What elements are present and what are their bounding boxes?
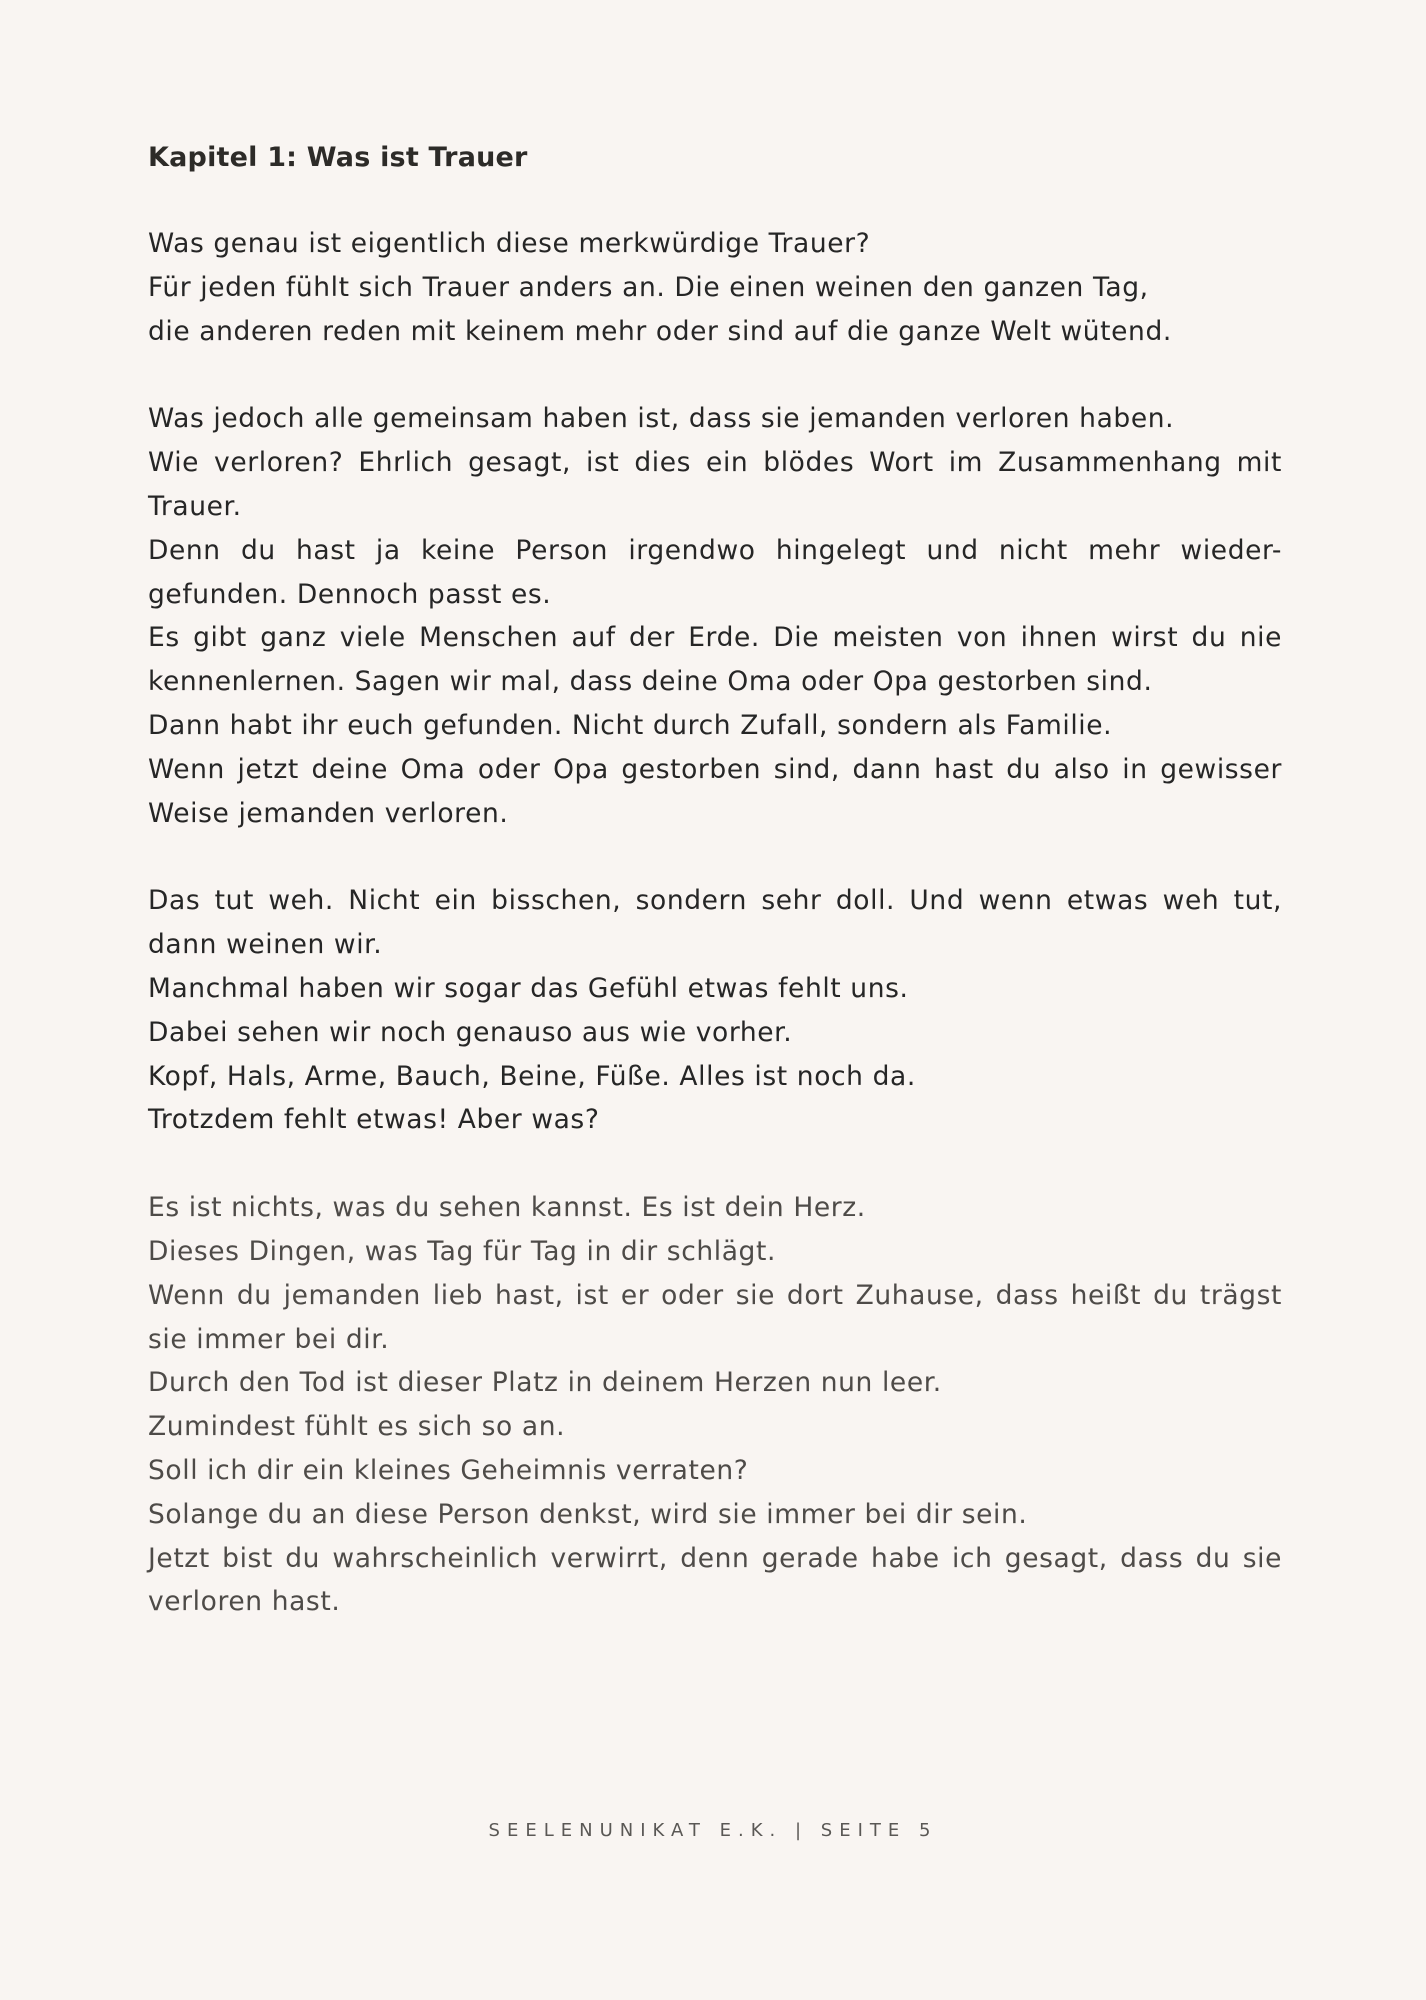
text-line: dann weinen wir. bbox=[148, 929, 383, 961]
text-line: Trotzdem fehlt etwas! Aber was? bbox=[148, 1104, 600, 1136]
text-line: Denn du hast ja keine Person irgendwo hingelegt und nicht mehr wieder- bbox=[148, 534, 1282, 566]
chapter-title: Kapitel 1: Was ist Trauer bbox=[148, 142, 528, 173]
page-footer: SEELENUNIKAT E.K. | SEITE 5 bbox=[488, 1820, 938, 1841]
text-line: Trauer. bbox=[148, 490, 242, 522]
text-line: Was genau ist eigentlich diese merkwürdige Trauer? bbox=[148, 228, 871, 259]
text-line: sie immer bei dir. bbox=[148, 1323, 390, 1355]
text-line: Das tut weh. Nicht ein bisschen, sondern sehr doll. Und wenn etwas weh tut, bbox=[148, 885, 1282, 917]
text-line: verloren hast. bbox=[148, 1586, 341, 1618]
document-page bbox=[148, 138, 1282, 1668]
paragraph bbox=[148, 1186, 1282, 1624]
text-line: Es ist nichts, was du sehen kannst. Es ist dein Herz. bbox=[148, 1192, 866, 1224]
text-line: Wie verloren? Ehrlich gesagt, ist dies ein blödes Wort im Zusammenhang mit bbox=[148, 447, 1282, 479]
text-line: Manchmal haben wir sogar das Gefühl etwas fehlt uns. bbox=[148, 972, 909, 1004]
text-line: Solange du an diese Person denkst, wird sie immer bei dir sein. bbox=[148, 1498, 1028, 1530]
text-line: Soll ich dir ein kleines Geheimnis verraten? bbox=[148, 1454, 749, 1486]
paragraph bbox=[148, 879, 1282, 1142]
text-line: die anderen reden mit keinem mehr oder sind auf die ganze Welt wütend. bbox=[148, 315, 1172, 347]
text-line: kennenlernen. Sagen wir mal, dass deine Oma oder Opa gestorben sind. bbox=[148, 666, 1153, 698]
paragraph bbox=[148, 397, 1282, 835]
text-line: Wenn jetzt deine Oma oder Opa gestorben sind, dann hast du also in gewisser bbox=[148, 753, 1282, 785]
text-line: gefunden. Dennoch passt es. bbox=[148, 578, 552, 610]
text-line: Dieses Dingen, was Tag für Tag in dir schlägt. bbox=[148, 1235, 776, 1267]
text-line: Dabei sehen wir noch genauso aus wie vorher. bbox=[148, 1016, 793, 1048]
text-line: Was jedoch alle gemeinsam haben ist, dass sie jemanden verloren haben. bbox=[148, 403, 1175, 435]
text-line: Jetzt bist du wahrscheinlich verwirrt, denn gerade habe ich gesagt, dass du sie bbox=[148, 1542, 1282, 1574]
text-line: Weise jemanden verloren. bbox=[148, 797, 509, 829]
paragraph bbox=[148, 222, 1282, 353]
text-line: Zumindest fühlt es sich so an. bbox=[148, 1411, 566, 1443]
body-text bbox=[148, 222, 1282, 1624]
text-line: Dann habt ihr euch gefunden. Nicht durch Zufall, sondern als Familie. bbox=[148, 709, 1113, 741]
text-line: Wenn du jemanden lieb hast, ist er oder sie dort Zuhause, dass heißt du trägst bbox=[148, 1279, 1282, 1311]
text-line: Kopf, Hals, Arme, Bauch, Beine, Füße. Alles ist noch da. bbox=[148, 1060, 916, 1092]
text-line: Durch den Tod ist dieser Platz in deinem Herzen nun leer. bbox=[148, 1367, 942, 1399]
text-line: Für jeden fühlt sich Trauer anders an. Die einen weinen den ganzen Tag, bbox=[148, 271, 1149, 303]
text-line: Es gibt ganz viele Menschen auf der Erde. Die meisten von ihnen wirst du nie bbox=[148, 622, 1282, 654]
